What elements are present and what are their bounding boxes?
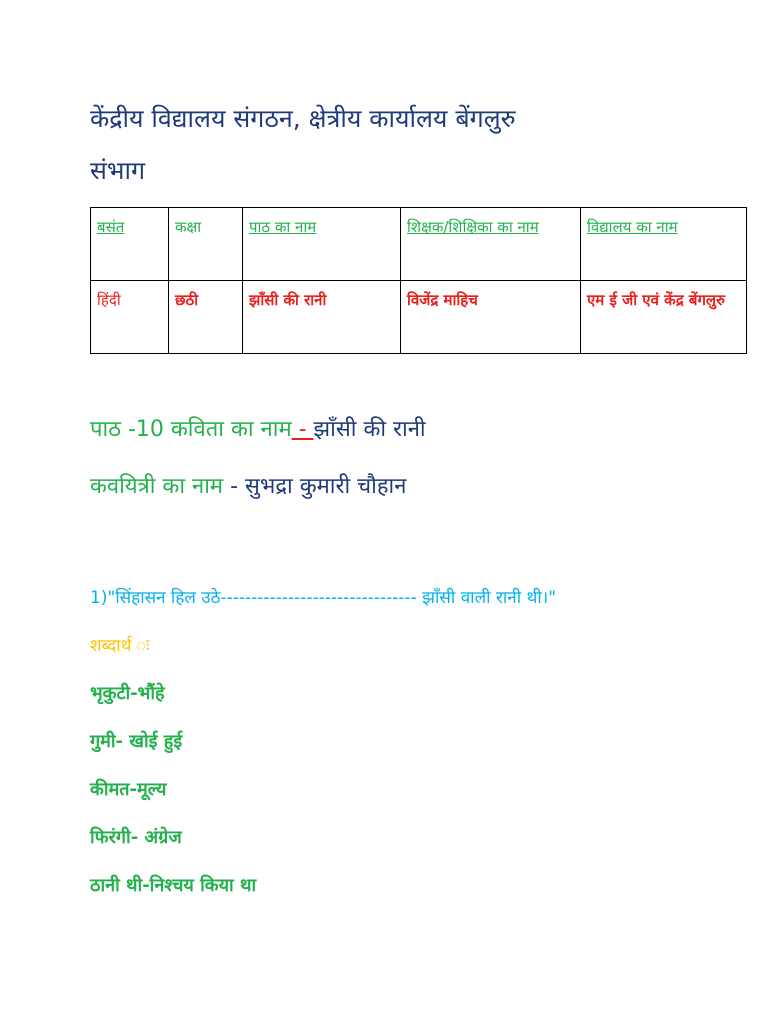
verse-quote: 1)"सिंहासन हिल उठे-------------------------------- झाँसी वाली रानी थी।" bbox=[90, 588, 557, 608]
cell-lesson: झाँसी की रानी bbox=[243, 281, 401, 354]
vocabulary-item: फिरंगी- अंग्रेज bbox=[90, 827, 182, 848]
lesson-info-table bbox=[90, 207, 747, 354]
cell-class: छठी bbox=[169, 281, 243, 354]
header-cell-subject: बसंत bbox=[91, 208, 169, 281]
lesson-value: झाँसी की रानी bbox=[313, 417, 426, 442]
vocabulary-item: गुमी- खोई हुई bbox=[90, 731, 183, 752]
vocabulary-item: ठानी थी-निश्चय किया था bbox=[90, 875, 257, 896]
vocabulary-item: कीमत-मूल्य bbox=[90, 779, 167, 800]
poet-label: कवयित्री का नाम bbox=[90, 474, 224, 499]
lesson-label: पाठ -10 कविता का नाम bbox=[90, 417, 292, 442]
lesson-dash: - bbox=[291, 417, 314, 442]
page-title: केंद्रीय विद्यालय संगठन, क्षेत्रीय कार्यालय बेंगलुरु bbox=[90, 104, 516, 133]
poet-dash: - bbox=[223, 474, 246, 499]
vocabulary-item: भृकुटी-भौंहे bbox=[90, 683, 165, 704]
poet-value: सुभद्रा कुमारी चौहान bbox=[245, 474, 407, 499]
cell-teacher: विजेंद्र माहिच bbox=[401, 281, 581, 354]
vocabulary-heading: शब्दार्थ ः bbox=[90, 636, 150, 656]
lesson-line bbox=[90, 419, 426, 441]
cell-school: एम ई जी एवं केंद्र बेंगलुरु bbox=[581, 281, 747, 354]
page-title-continued: संभाग bbox=[90, 156, 146, 185]
header-cell-class: कक्षा bbox=[169, 208, 243, 281]
header-cell-school: विद्यालय का नाम bbox=[581, 208, 747, 281]
table-row bbox=[91, 281, 747, 354]
header-cell-lesson: पाठ का नाम bbox=[243, 208, 401, 281]
cell-subject: हिंदी bbox=[91, 281, 169, 354]
header-cell-teacher: शिक्षक/शिक्षिका का नाम bbox=[401, 208, 581, 281]
table-header-row bbox=[91, 208, 747, 281]
poet-line bbox=[90, 476, 406, 498]
